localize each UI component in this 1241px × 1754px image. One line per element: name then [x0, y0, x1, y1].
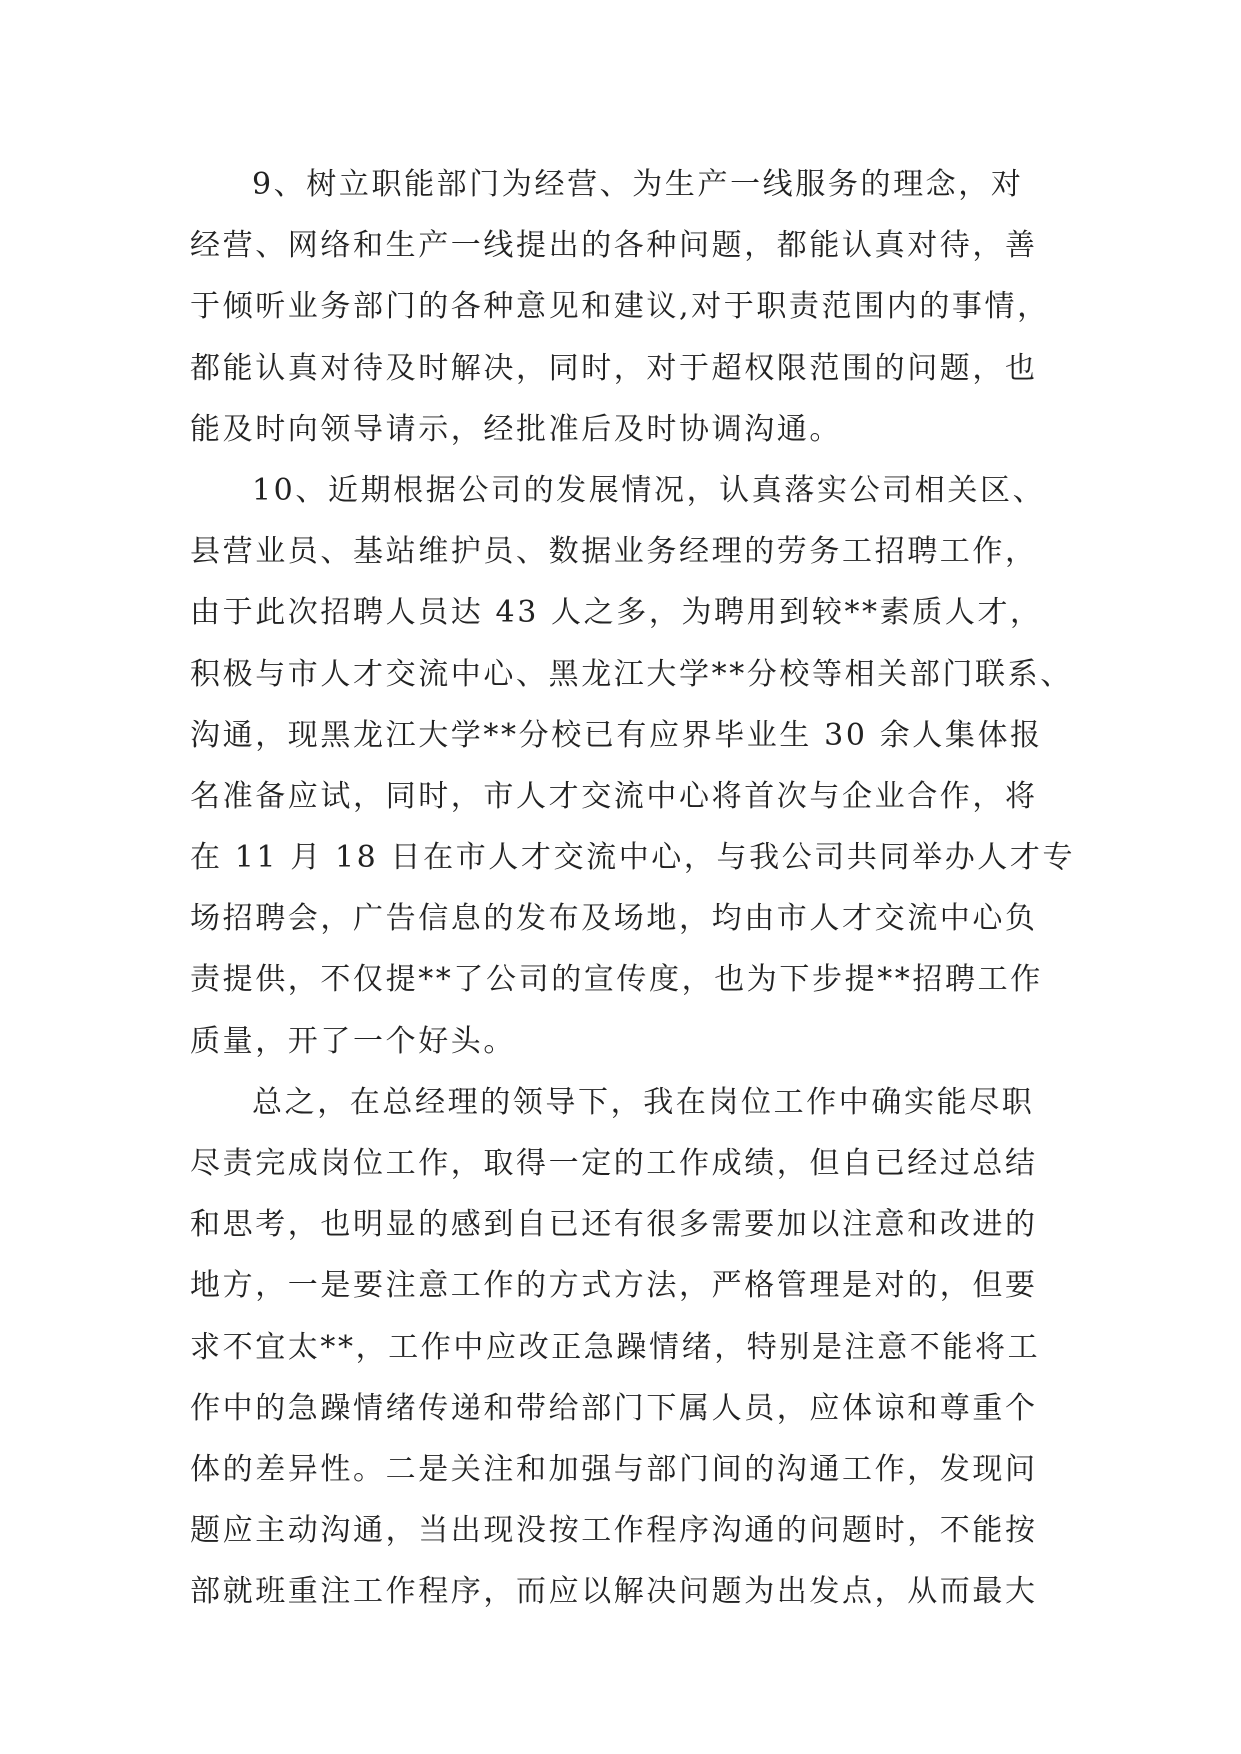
text-line: 地方，一是要注意工作的方式方法，严格管理是对的，但要 — [190, 1268, 1038, 1304]
text-line: 10、近期根据公司的发展情况，认真落实公司相关区、 — [252, 472, 1046, 508]
text-line: 9、树立职能部门为经营、为生产一线服务的理念，对 — [252, 167, 1024, 202]
text-line: 质量，开了一个好头。 — [190, 1023, 516, 1059]
text-line: 题应主动沟通，当出现没按工作程序沟通的问题时，不能按 — [190, 1513, 1038, 1549]
text-line: 体的差异性。二是关注和加强与部门间的沟通工作，发现问 — [190, 1451, 1038, 1487]
text-line: 积极与市人才交流中心、黑龙江大学**分校等相关部门联系、 — [190, 656, 1073, 692]
text-line: 在 11 月 18 日在市人才交流中心，与我公司共同举办人才专 — [190, 840, 1076, 876]
text-line: 尽责完成岗位工作，取得一定的工作成绩，但自已经过总结 — [190, 1146, 1038, 1181]
text-line: 求不宜太**，工作中应改正急躁情绪，特别是注意不能将工 — [190, 1329, 1041, 1365]
document-body — [190, 154, 1090, 1623]
text-line: 于倾听业务部门的各种意见和建议,对于职责范围内的事情， — [190, 289, 1050, 325]
text-line: 和思考，也明显的感到自已还有很多需要加以注意和改进的 — [190, 1207, 1038, 1243]
text-line: 沟通，现黑龙江大学**分校已有应界毕业生 30 余人集体报 — [190, 717, 1043, 753]
text-line: 经营、网络和生产一线提出的各种问题，都能认真对待，善 — [190, 228, 1038, 264]
text-line: 作中的急躁情绪传递和带给部门下属人员，应体谅和尊重个 — [190, 1390, 1038, 1426]
text-line: 名准备应试，同时，市人才交流中心将首次与企业合作，将 — [190, 778, 1038, 814]
text-line: 县营业员、基站维护员、数据业务经理的劳务工招聘工作， — [190, 534, 1038, 570]
text-line: 总之，在总经理的领导下，我在岗位工作中确实能尽职 — [252, 1084, 1035, 1120]
text-line: 能及时向领导请示，经批准后及时协调沟通。 — [190, 411, 842, 447]
text-line: 场招聘会，广告信息的发布及场地，均由市人才交流中心负 — [190, 901, 1038, 937]
text-line: 由于此次招聘人员达 43 人之多，为聘用到较**素质人才， — [190, 595, 1043, 631]
text-line: 都能认真对待及时解决，同时，对于超权限范围的问题，也 — [190, 350, 1038, 386]
text-line: 责提供，不仅提**了公司的宣传度，也为下步提**招聘工作 — [190, 962, 1043, 998]
text-line: 部就班重注工作程序，而应以解决问题为出发点，从而最大 — [190, 1574, 1038, 1610]
